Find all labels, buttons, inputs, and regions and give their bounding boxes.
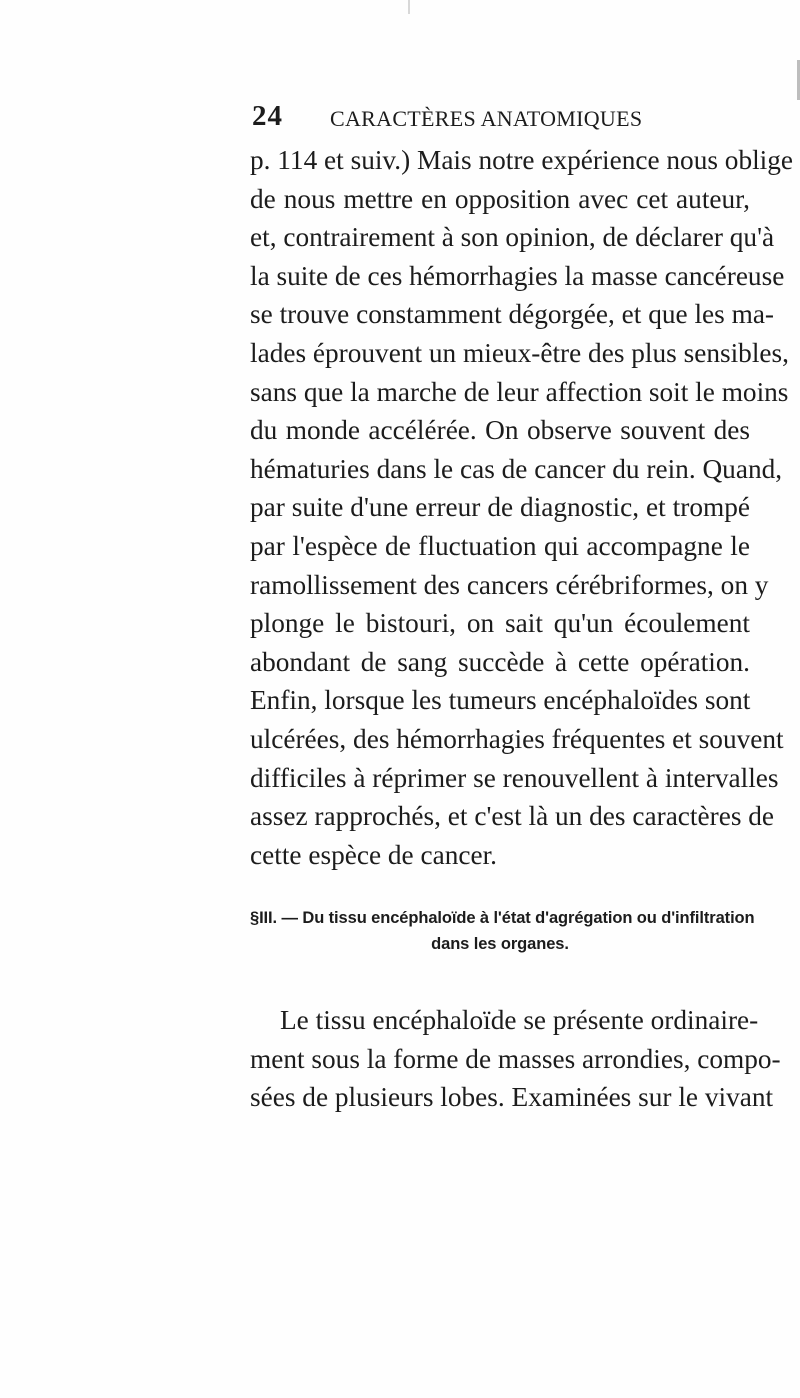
text-line: de nous mettre en opposition avec cet auteur, bbox=[250, 183, 750, 214]
text-line-content: Le tissu encéphaloïde se présente ordinaire- bbox=[280, 1005, 759, 1035]
running-head: CARACTÈRES ANATOMIQUES bbox=[330, 106, 643, 131]
page-number: 24 bbox=[252, 100, 283, 132]
text-line: assez rapprochés, et c'est là un des caractères de bbox=[250, 801, 775, 832]
text-line: par l'espèce de fluctuation qui accompagne le bbox=[250, 530, 750, 561]
text-line: Enfin, lorsque les tumeurs encéphaloïdes sont bbox=[250, 685, 751, 716]
section-heading-line: §III. — Du tissu encéphaloïde à l'état d'agrégation ou d'infiltration bbox=[250, 909, 755, 927]
text-line: et, contrairement à son opinion, de déclarer qu'à bbox=[250, 222, 775, 253]
text-line: sées de plusieurs lobes. Examinées sur le vivant bbox=[250, 1082, 774, 1113]
text-line: hématuries dans le cas de cancer du rein. Quand, bbox=[250, 453, 783, 484]
text-line: ramollissement des cancers cérébriformes, on y bbox=[250, 569, 769, 600]
page-edge-tick bbox=[408, 0, 410, 14]
text-line: cette espèce de cancer. bbox=[250, 839, 498, 870]
text-line: ulcérées, des hémorrhagies fréquentes et souvent bbox=[250, 723, 784, 754]
text-line: sans que la marche de leur affection soit le moins bbox=[250, 376, 789, 407]
text-line: plonge le bistouri, on sait qu'un écoulement bbox=[250, 608, 750, 639]
text-line: la suite de ces hémorrhagies la masse cancéreuse bbox=[250, 260, 785, 291]
text-line: difficiles à réprimer se renouvellent à intervalles bbox=[250, 762, 779, 793]
paragraph-2 bbox=[250, 1001, 781, 1117]
text-line: par suite d'une erreur de diagnostic, et trompé bbox=[250, 492, 750, 523]
text-line: se trouve constamment dégorgée, et que les ma- bbox=[250, 299, 775, 330]
text-line: lades éprouvent un mieux-être des plus sensibles, bbox=[250, 337, 789, 368]
paragraph-1 bbox=[250, 141, 794, 874]
text-line bbox=[250, 1001, 759, 1040]
section-heading-line: dans les organes. bbox=[431, 935, 569, 953]
section-heading bbox=[250, 905, 755, 957]
page-header bbox=[252, 100, 752, 140]
text-line: du monde accélérée. On observe souvent des bbox=[250, 415, 750, 446]
text-line: ment sous la forme de masses arrondies, compo- bbox=[250, 1043, 781, 1074]
text-line: p. 114 et suiv.) Mais notre expérience nous oblige bbox=[250, 145, 794, 175]
text-line: abondant de sang succède à cette opération. bbox=[250, 646, 750, 677]
